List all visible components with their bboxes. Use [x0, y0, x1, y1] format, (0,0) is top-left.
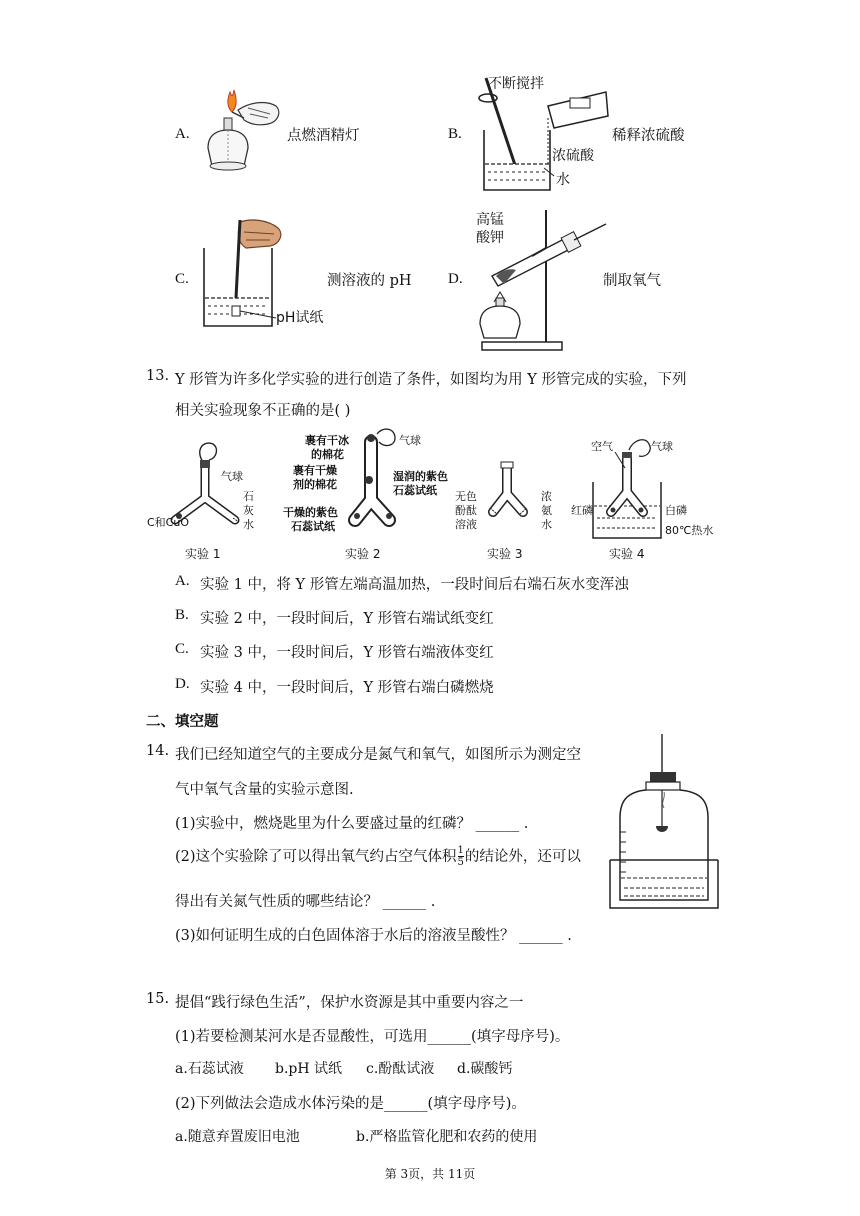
fraction [458, 845, 464, 868]
exp2-caption: 实验 2 [345, 547, 381, 561]
q13-option-b-letter: B. [175, 607, 189, 623]
q13-option-a-text: 实验 1 中，将 Y 形管左端高温加热，一段时间后右端石灰水变浑浊 [200, 577, 629, 593]
exp4-label-hot-water: 80℃热水 [665, 524, 714, 537]
q15-part2-choices [175, 1126, 655, 1146]
alcohol-lamp-figure [198, 82, 288, 182]
exp4-label-balloon: 气球 [651, 440, 673, 453]
section-title: 二、填空题 [146, 714, 219, 730]
q15-choice-c: c.酚酞试液 [366, 1061, 435, 1077]
exp2-label-ice-1: 裹有干冰 [305, 434, 349, 447]
label-acid: 浓硫酸 [552, 148, 594, 164]
option-b-caption: 稀释浓硫酸 [612, 128, 685, 144]
q15-choice2-b: b.严格监管化肥和农药的使用 [356, 1129, 538, 1145]
option-d-caption: 制取氧气 [603, 273, 661, 289]
label-ph-paper: pH试纸 [276, 310, 324, 326]
q14-part1: (1)实验中，燃烧匙里为什么要盛过量的红磷？ ______ . [175, 816, 529, 832]
q15-part1-choices [175, 1058, 655, 1078]
q13-option-c-text: 实验 3 中，一段时间后，Y 形管右端液体变红 [200, 645, 494, 661]
exp3-label-left-2: 酚酞 [455, 504, 477, 517]
q15-number: 15. [146, 991, 170, 1007]
q13-number: 13. [146, 368, 170, 384]
exp4-caption: 实验 4 [609, 547, 645, 561]
exp3-label-right-2: 氨 [541, 504, 552, 517]
exp2-label-wet-1: 湿润的紫色 [393, 470, 448, 483]
exp1-caption: 实验 1 [185, 547, 221, 561]
label-water: 水 [556, 172, 570, 188]
exp1-label-right-2: 灰 [243, 504, 254, 517]
exp1-label-left: C和CuO [147, 516, 189, 529]
q14-number: 14. [146, 743, 170, 759]
q13-stem-line2: 相关实验现象不正确的是( ) [175, 403, 351, 419]
fraction-numerator: 1 [457, 845, 464, 856]
exp4-label-red-p: 红磷 [571, 504, 593, 517]
exp3-label-left-1: 无色 [455, 490, 477, 503]
fraction-denominator: 5 [457, 857, 464, 868]
dilute-acid-figure [466, 72, 611, 194]
q15-stem: 提倡“践行绿色生活”，保护水资源是其中重要内容之一 [175, 995, 524, 1011]
experiment-1 [147, 443, 254, 561]
q15-part2: (2)下列做法会造成水体污染的是______(填字母序号)。 [175, 1096, 526, 1112]
exp1-label-balloon: 气球 [221, 470, 243, 483]
experiment-4 [571, 439, 713, 561]
exp3-label-right-3: 水 [541, 518, 552, 531]
exp3-label-left-3: 溶液 [455, 518, 477, 531]
q14-part3: (3)如何证明生成的白色固体溶于水后的溶液呈酸性？ ______ . [175, 928, 572, 944]
option-d-letter: D. [448, 271, 463, 287]
exp2-label-dry-1: 裹有干燥 [293, 464, 337, 477]
q15-choice-b: b.pH 试纸 [275, 1061, 343, 1077]
q14-part2-line1 [175, 845, 581, 875]
q14-stem-line1: 我们已经知道空气的主要成分是氮气和氧气，如图所示为测定空 [175, 747, 581, 763]
exp2-label-paper-2: 石蕊试纸 [291, 520, 335, 533]
q13-option-c-letter: C. [175, 641, 189, 657]
q15-choice2-a: a.随意弃置废旧电池 [175, 1129, 300, 1145]
q14-part2a: (2)这个实验除了可以得出氧气约占空气体积 [175, 849, 457, 865]
exp1-label-right-3: 水 [243, 518, 254, 531]
exp3-label-right-1: 浓 [541, 490, 552, 503]
page-number: 第 3页，共 11页 [384, 1167, 476, 1181]
q13-option-d-letter: D. [175, 676, 190, 692]
q15-part1: (1)若要检测某河水是否显酸性，可选用______(填字母序号)。 [175, 1029, 570, 1045]
q13-stem-line1: Y 形管为许多化学实验的进行创造了条件，如图均为用 Y 形管完成的实验，下列 [175, 372, 687, 388]
exp1-label-right-1: 石 [243, 490, 254, 503]
y-tube-experiments-figure [145, 428, 725, 564]
label-kmno4-2: 酸钾 [476, 230, 504, 246]
exp2-label-wet-2: 石蕊试纸 [393, 484, 437, 497]
exp2-label-balloon: 气球 [399, 434, 421, 447]
exp2-label-paper-1: 干燥的紫色 [283, 506, 338, 519]
q13-option-b-text: 实验 2 中，一段时间后，Y 形管右端试纸变红 [200, 611, 494, 627]
q14-stem-line2: 气中氧气含量的实验示意图. [175, 782, 354, 798]
exp2-label-dry-2: 剂的棉花 [293, 478, 337, 491]
q15-choice-d: d.碳酸钙 [457, 1061, 513, 1077]
q13-option-a-letter: A. [175, 573, 190, 589]
option-a-letter: A. [175, 126, 190, 142]
q13-option-d-text: 实验 4 中，一段时间后，Y 形管右端白磷燃烧 [200, 680, 494, 696]
experiment-3 [455, 462, 552, 561]
option-a-caption: 点燃酒精灯 [287, 128, 360, 144]
label-stir: 不断搅拌 [488, 76, 544, 92]
exp3-caption: 实验 3 [487, 547, 523, 561]
option-c-letter: C. [175, 271, 189, 287]
option-b-letter: B. [448, 126, 462, 142]
exp2-label-ice-2: 的棉花 [311, 448, 344, 461]
q14-part2-line2: 得出有关氮气性质的哪些结论？ ______ . [175, 894, 436, 910]
oxygen-prep-figure [470, 206, 610, 354]
label-kmno4-1: 高锰 [476, 212, 504, 228]
oxygen-content-apparatus-figure [606, 732, 722, 912]
option-c-caption: 测溶液的 pH [327, 273, 412, 289]
ph-test-figure [200, 214, 332, 334]
exp4-label-white-p: 白磷 [665, 504, 687, 517]
experiment-2 [283, 429, 448, 561]
q14-part2b: 的结论外，还可以 [464, 849, 581, 865]
exp4-label-air: 空气 [591, 440, 613, 453]
q15-choice-a: a.石蕊试液 [175, 1061, 244, 1077]
